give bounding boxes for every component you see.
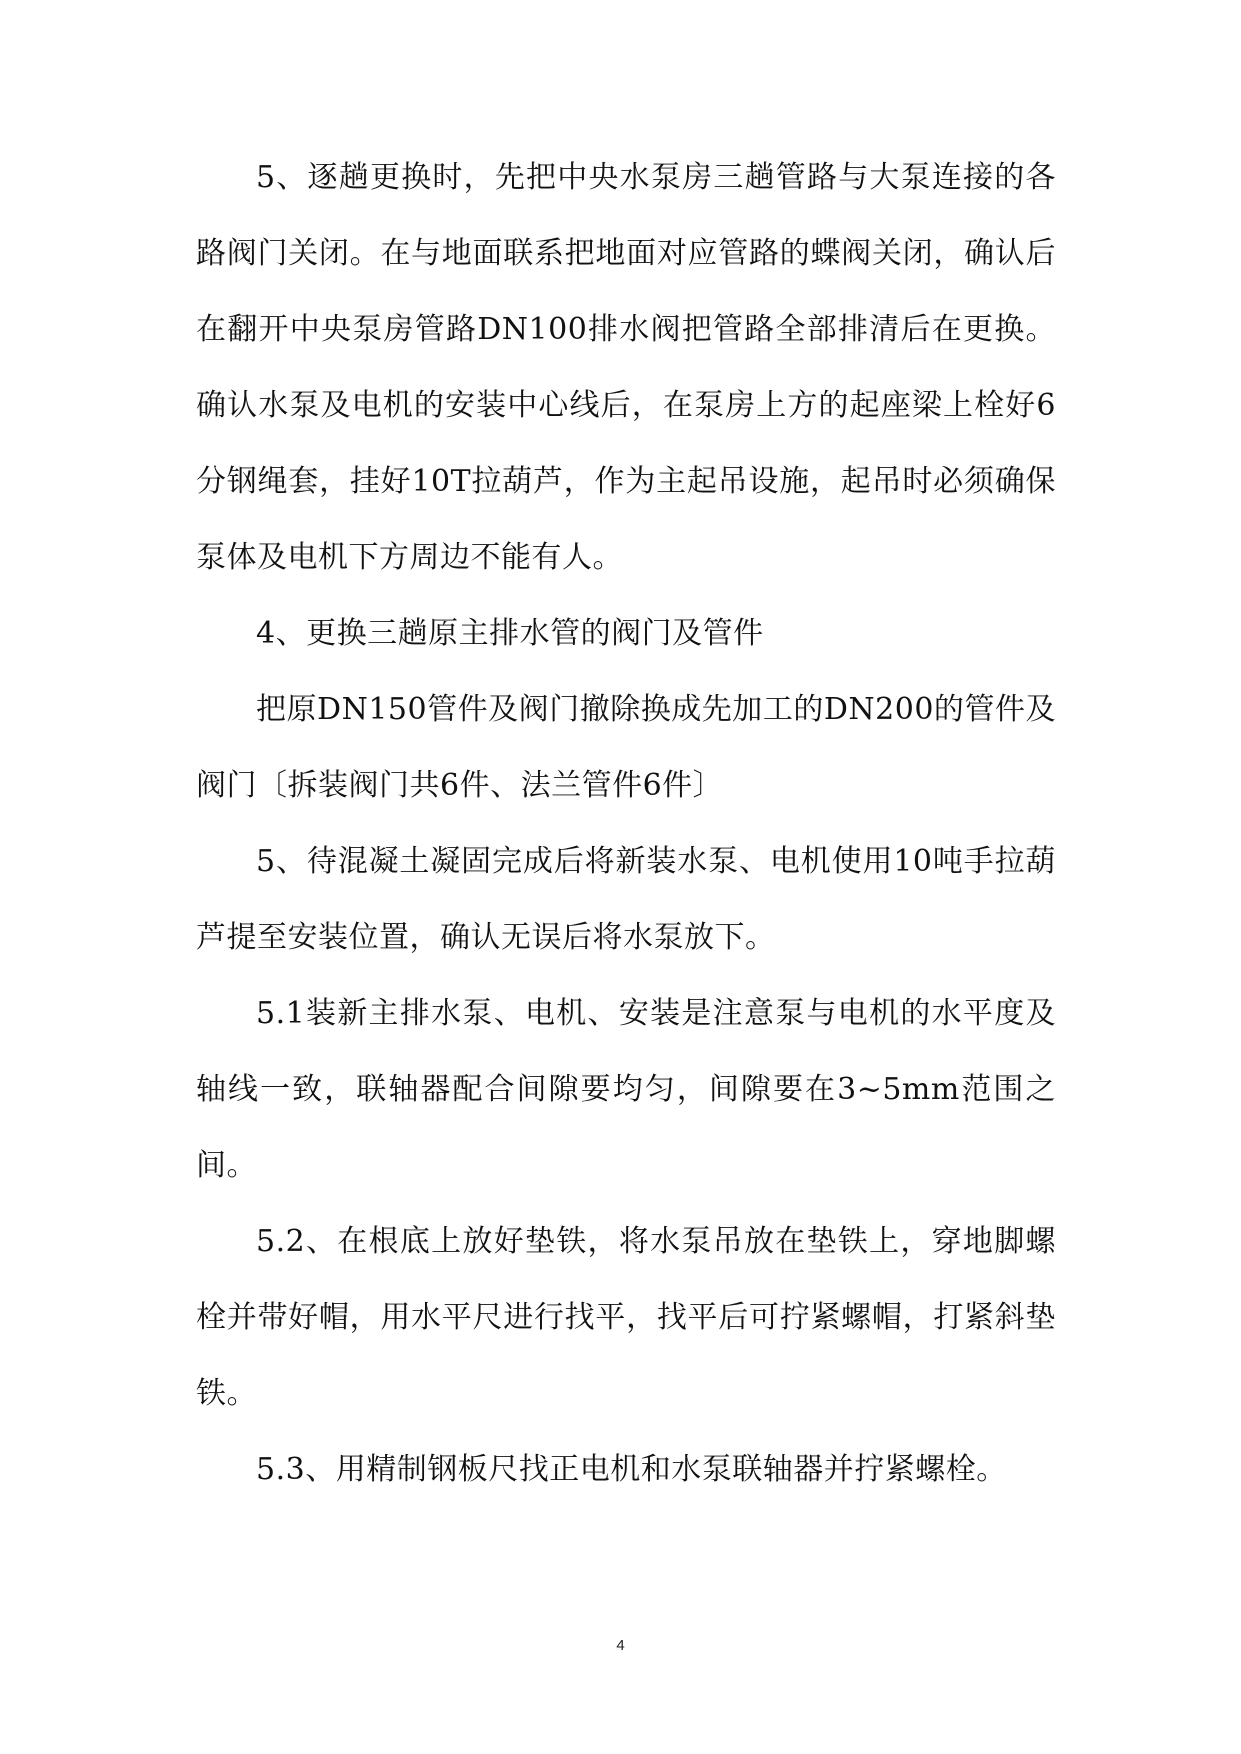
paragraph-step-5-3: 5.3、用精制钢板尺找正电机和水泵联轴器并拧紧螺栓。	[256, 1452, 1007, 1487]
body-text	[196, 140, 1056, 1508]
paragraph-replace-procedure: 5、逐趟更换时，先把中央水泵房三趟管路与大泵连接的各路阀门关闭。在与地面联系把地面对应管路的蝶阀关闭，确认后在翻开中央泵房管路DN100排水阀把管路全部排清后在更换。确认水泵及电机的安装中心线后，在泵房上方的起座梁上栓好6分钢绳套，挂好10T拉葫芦，作为主起吊设施，起吊时必须确保泵体及电机下方周边不能有人。	[196, 160, 1056, 575]
paragraph-pump-lifting: 5、待混凝土凝固完成后将新装水泵、电机使用10吨手拉葫芦提至安装位置，确认无误后将水泵放下。	[196, 844, 1056, 955]
paragraph-pipe-replacement: 把原DN150管件及阀门撤除换成先加工的DN200的管件及阀门〔拆装阀门共6件、法兰管件6件〕	[196, 692, 1056, 803]
paragraph-step-5-1: 5.1装新主排水泵、电机、安装是注意泵与电机的水平度及轴线一致，联轴器配合间隙要均匀，间隙要在3~5mm范围之间。	[196, 996, 1056, 1183]
paragraph-step-5-2: 5.2、在根底上放好垫铁，将水泵吊放在垫铁上，穿地脚螺栓并带好帽，用水平尺进行找平，找平后可拧紧螺帽，打紧斜垫铁。	[196, 1224, 1056, 1411]
page-number: 4	[616, 1637, 625, 1654]
paragraph-valve-heading: 4、更换三趟原主排水管的阀门及管件	[256, 616, 764, 651]
